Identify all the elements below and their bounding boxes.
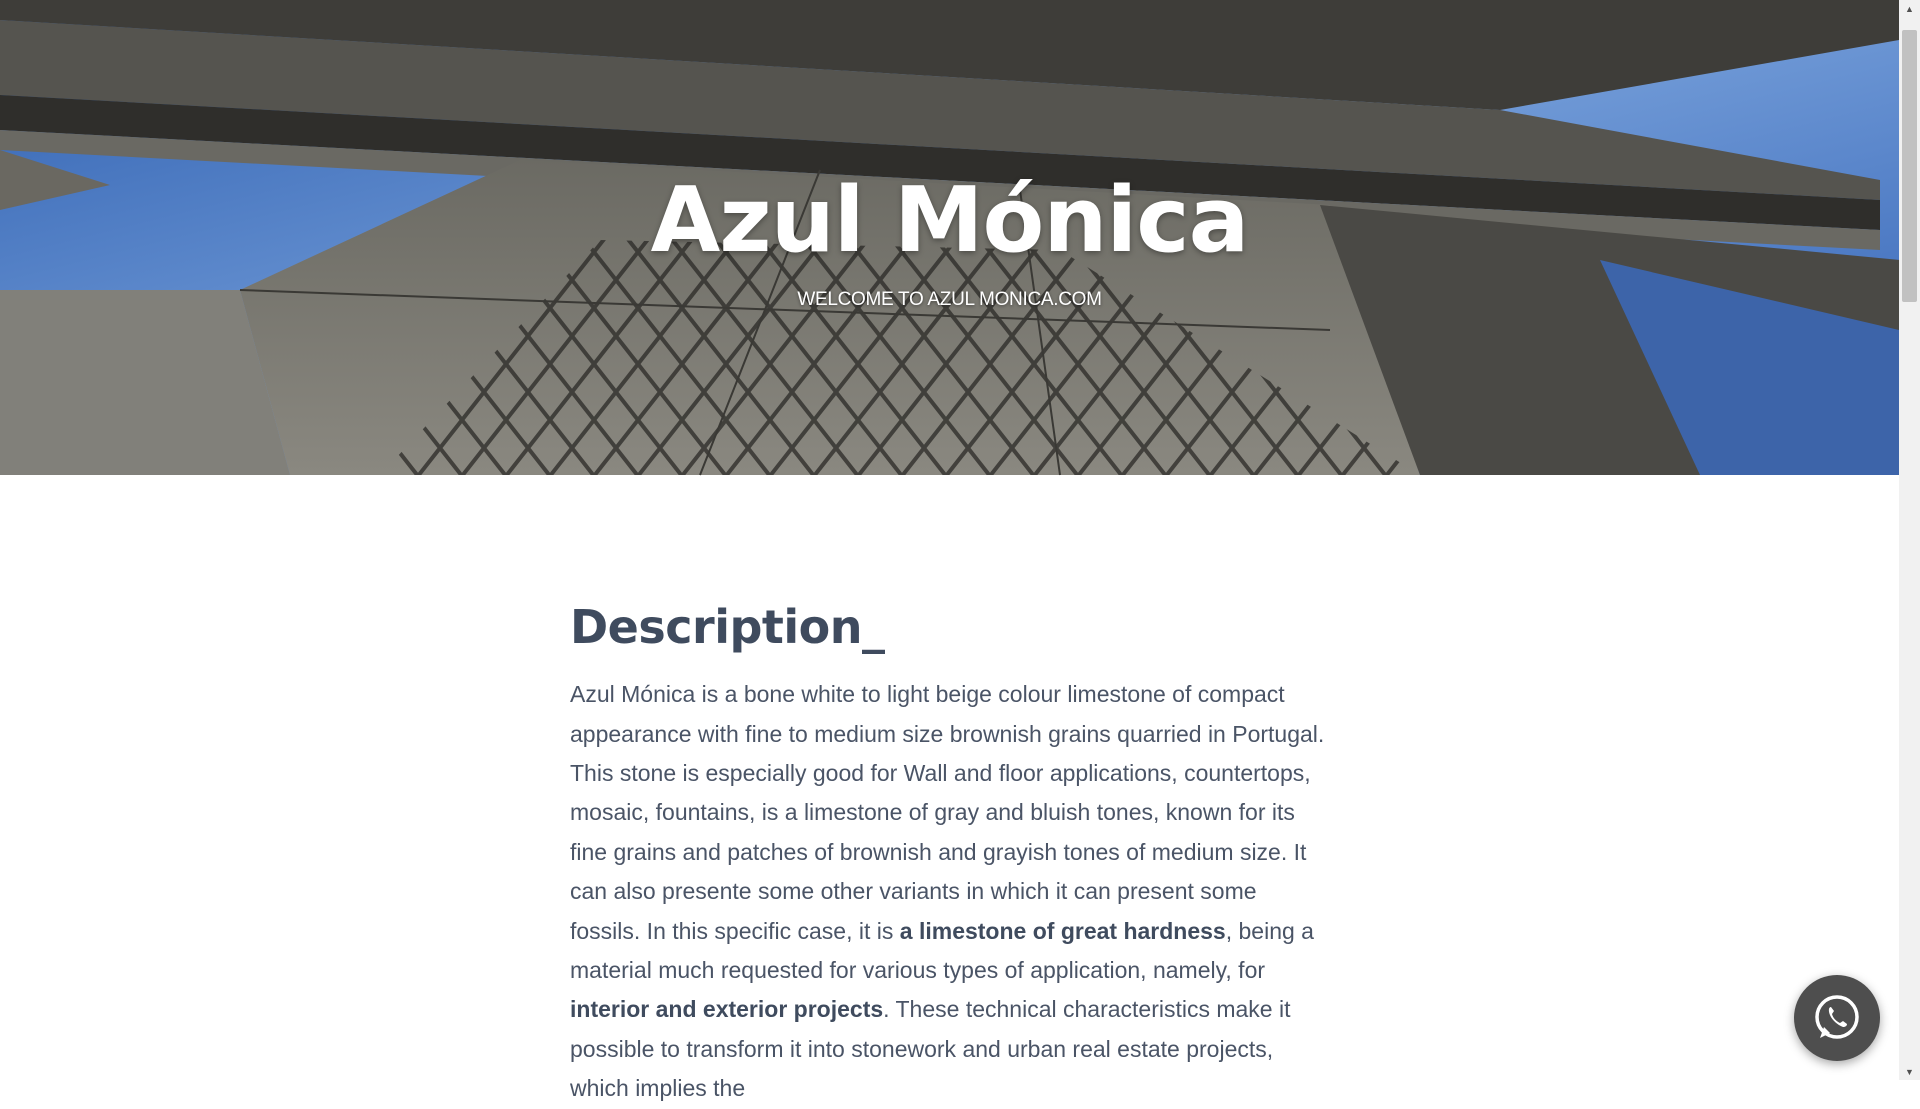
description-heading: Description_ [570,600,885,654]
hero-title: Azul Mónica [650,168,1249,273]
hero-subtitle: WELCOME TO AZUL MONICA.COM [797,289,1102,310]
description-text-part-1: Azul Mónica is a bone white to light beige colour limestone of compact appearance with fine to medium size brownish grains quarried in Portugal. This stone is especially good for Wall and floor applications, countertops, mosaic, fountains, is a limestone of gray and bluish tones, known for its fine grains and patches of brownish and grayish tones of medium size. It can also presente some other variants in which it can present some fossils. In this specific case, it is [570,681,1325,944]
page-scrollbar[interactable] [1899,0,1920,1080]
description-text-part-2: , being a material much requested for various types of application, namely, for [570,917,1314,984]
scroll-up-icon[interactable]: ▲ [1905,3,1914,14]
description-paragraph [570,675,1330,1108]
scroll-thumb[interactable] [1902,30,1917,302]
description-bold-projects: interior and exterior projects [570,996,884,1023]
description-section [570,600,1330,1109]
scroll-down-icon[interactable]: ▼ [1905,1066,1914,1077]
hero-banner [0,0,1899,475]
whatsapp-button[interactable] [1794,975,1880,1061]
description-text-part-3: . These technical characteristics make it possible to transform it into stonework and urban real estate projects, which implies the [570,996,1291,1102]
whatsapp-icon [1811,992,1863,1044]
description-bold-hardness: a limestone of great hardness [899,917,1226,944]
